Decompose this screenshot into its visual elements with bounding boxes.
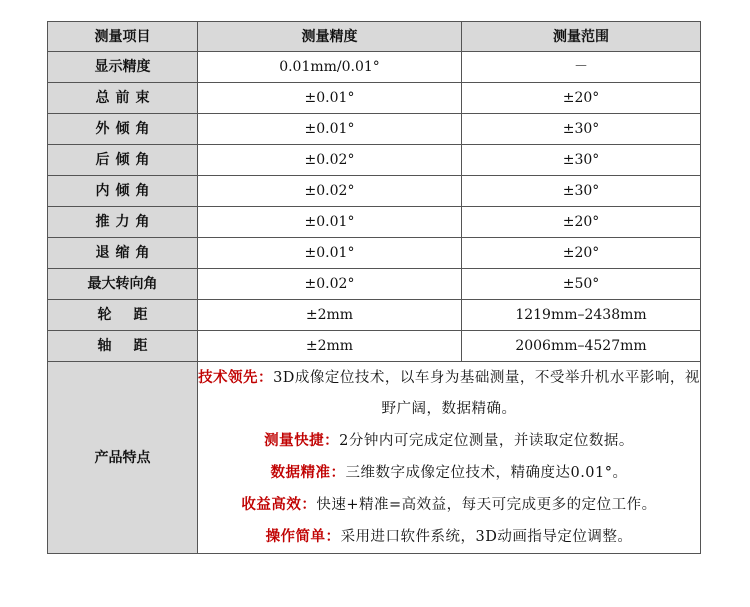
- row-item: 外倾角: [48, 114, 198, 145]
- row-precision: ±0.02°: [198, 269, 462, 300]
- row-item: 内倾角: [48, 176, 198, 207]
- table-header-row: [48, 22, 701, 52]
- features-row: [48, 362, 701, 554]
- row-range: 2006mm–4527mm: [462, 331, 701, 362]
- table-row: [48, 52, 701, 83]
- row-range: ±30°: [462, 145, 701, 176]
- row-item: 退缩角: [48, 238, 198, 269]
- row-precision: ±0.02°: [198, 176, 462, 207]
- row-item: 总前束: [48, 83, 198, 114]
- row-precision: ±0.01°: [198, 83, 462, 114]
- row-item: 推力角: [48, 207, 198, 238]
- features-cell: [198, 362, 701, 554]
- table-row: [48, 331, 701, 362]
- header-range: 测量范围: [462, 22, 701, 52]
- row-range: 1219mm–2438mm: [462, 300, 701, 331]
- table-row: [48, 114, 701, 145]
- row-item: 最大转向角: [48, 269, 198, 300]
- spec-table: [47, 21, 701, 554]
- row-range: ±20°: [462, 238, 701, 269]
- table-row: [48, 176, 701, 207]
- table-row: [48, 83, 701, 114]
- header-precision: 测量精度: [198, 22, 462, 52]
- row-precision: ±2mm: [198, 331, 462, 362]
- row-precision: ±0.01°: [198, 114, 462, 145]
- row-range: ±30°: [462, 176, 701, 207]
- row-precision: ±0.01°: [198, 207, 462, 238]
- row-item: 轴距: [48, 331, 198, 362]
- row-range: －: [462, 52, 701, 83]
- row-precision: 0.01mm/0.01°: [198, 52, 462, 83]
- feature-item: 数据精准：三维数字成像定位技术，精确度达0.01°。: [270, 464, 628, 481]
- feature-item: 技术领先：3D成像定位技术，以车身为基础测量，不受举升机水平影响，视野广阔，数据精确。: [198, 369, 700, 417]
- feature-item: 测量快捷：2分钟内可完成定位测量，并读取定位数据。: [264, 432, 634, 449]
- table-row: [48, 269, 701, 300]
- row-precision: ±0.01°: [198, 238, 462, 269]
- row-item: 后倾角: [48, 145, 198, 176]
- feature-item: 操作简单：采用进口软件系统，3D动画指导定位调整。: [265, 528, 633, 545]
- feature-item: 收益高效：快速+精准=高效益，每天可完成更多的定位工作。: [241, 496, 657, 513]
- row-item: 轮距: [48, 300, 198, 331]
- row-precision: ±0.02°: [198, 145, 462, 176]
- features-label: 产品特点: [48, 362, 198, 554]
- header-item: 测量项目: [48, 22, 198, 52]
- table-row: [48, 207, 701, 238]
- table-row: [48, 145, 701, 176]
- row-range: ±20°: [462, 83, 701, 114]
- row-range: ±50°: [462, 269, 701, 300]
- row-item: 显示精度: [48, 52, 198, 83]
- row-range: ±30°: [462, 114, 701, 145]
- table-row: [48, 300, 701, 331]
- table-row: [48, 238, 701, 269]
- row-precision: ±2mm: [198, 300, 462, 331]
- row-range: ±20°: [462, 207, 701, 238]
